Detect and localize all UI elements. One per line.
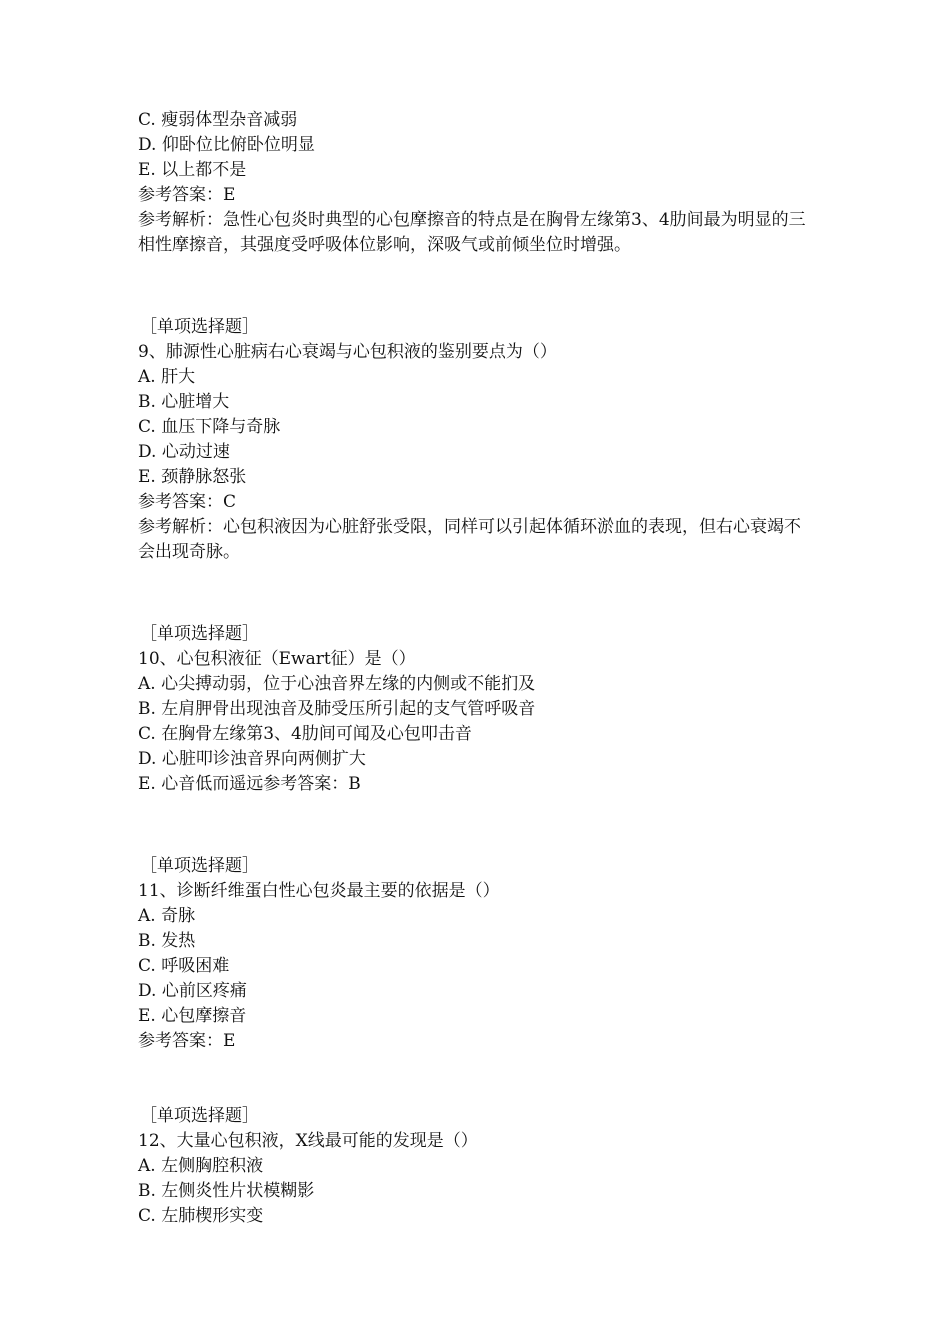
option-b: B. 左侧炎性片状模糊影 [138, 1181, 315, 1201]
question-stem: 12、大量心包积液，X线最可能的发现是（） [138, 1131, 478, 1151]
reference-answer: 参考答案：E [138, 185, 236, 205]
option-e: E. 心包摩擦音 [138, 1006, 247, 1026]
option-d: D. 心前区疼痛 [138, 981, 247, 1001]
option-a: A. 心尖搏动弱，位于心浊音界左缘的内侧或不能扪及 [138, 674, 536, 694]
reference-answer: 参考答案：E [138, 1031, 236, 1051]
reference-analysis: 参考解析：心包积液因为心脏舒张受限，同样可以引起体循环淤血的表现，但右心衰竭不会出现奇脉。 [138, 517, 801, 562]
document-content [138, 108, 818, 1229]
option-e: E. 心音低而遥远参考答案：B [138, 774, 361, 794]
question-stem: 10、心包积液征（Ewart征）是（） [138, 649, 416, 669]
option-d: D. 心脏叩诊浊音界向两侧扩大 [138, 749, 366, 769]
option-b: B. 发热 [138, 931, 196, 951]
question-stem: 11、诊断纤维蛋白性心包炎最主要的依据是（） [138, 881, 500, 901]
question-stem: 9、肺源性心脏病右心衰竭与心包积液的鉴别要点为（） [138, 342, 557, 362]
option-b: B. 心脏增大 [138, 392, 230, 412]
option-c: C. 血压下降与奇脉 [138, 417, 281, 437]
question-continuation [138, 108, 818, 258]
reference-analysis: 参考解析：急性心包炎时典型的心包摩擦音的特点是在胸骨左缘第3、4肋间最为明显的三相性摩擦音，其强度受呼吸体位影响，深吸气或前倾坐位时增强。 [138, 210, 806, 255]
question-type-label: ［单项选择题］ [140, 624, 259, 644]
question-10 [138, 622, 818, 797]
option-a: A. 肝大 [138, 367, 196, 387]
question-type-label: ［单项选择题］ [140, 856, 259, 876]
option-d: D. 心动过速 [138, 442, 230, 462]
reference-answer: 参考答案：C [138, 492, 237, 512]
option-d: D. 仰卧位比俯卧位明显 [138, 135, 315, 155]
question-type-label: ［单项选择题］ [140, 317, 259, 337]
option-c: C. 瘦弱体型杂音减弱 [138, 110, 298, 130]
option-c: C. 呼吸困难 [138, 956, 230, 976]
option-e: E. 颈静脉怒张 [138, 467, 247, 487]
option-c: C. 在胸骨左缘第3、4肋间可闻及心包叩击音 [138, 724, 472, 744]
option-a: A. 奇脉 [138, 906, 196, 926]
question-type-label: ［单项选择题］ [140, 1106, 259, 1126]
option-c: C. 左肺楔形实变 [138, 1206, 264, 1226]
question-12 [138, 1104, 818, 1229]
option-b: B. 左肩胛骨出现浊音及肺受压所引起的支气管呼吸音 [138, 699, 536, 719]
option-e: E. 以上都不是 [138, 160, 247, 180]
question-9 [138, 315, 818, 565]
question-11 [138, 854, 818, 1054]
option-a: A. 左侧胸腔积液 [138, 1156, 264, 1176]
